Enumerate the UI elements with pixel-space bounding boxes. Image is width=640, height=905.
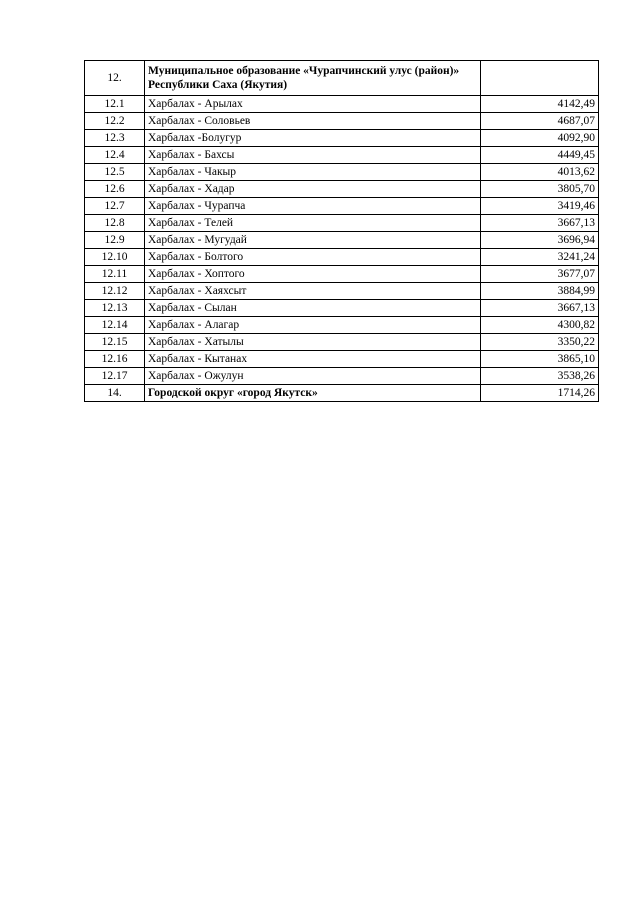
value-cell: 3419,46 [481,198,599,215]
route-name-cell: Харбалах -Болугур [145,130,481,147]
value-cell: 3350,22 [481,334,599,351]
route-name-cell: Харбалах - Арылах [145,96,481,113]
row-number-cell: 12.13 [85,300,145,317]
route-name-cell: Харбалах - Мугудай [145,232,481,249]
row-number-cell: 12.8 [85,215,145,232]
row-number-cell: 12.4 [85,147,145,164]
row-number-cell: 12.3 [85,130,145,147]
tariff-table [84,60,599,402]
value-cell: 3865,10 [481,351,599,368]
row-number-cell: 12.11 [85,266,145,283]
route-name-cell: Харбалах - Телей [145,215,481,232]
row-number-cell: 12.1 [85,96,145,113]
value-cell: 3667,13 [481,300,599,317]
value-cell: 3677,07 [481,266,599,283]
table-row [85,215,599,232]
value-cell: 1714,26 [481,385,599,402]
route-name-cell: Харбалах - Хоптого [145,266,481,283]
table-row [85,249,599,266]
value-cell: 4449,45 [481,147,599,164]
route-name-cell: Харбалах - Чурапча [145,198,481,215]
row-number-cell: 12.12 [85,283,145,300]
value-cell: 3696,94 [481,232,599,249]
municipality-name-cell: Городской округ «город Якутск» [145,385,481,402]
value-cell: 4300,82 [481,317,599,334]
table-row [85,232,599,249]
table-footer-row [85,385,599,402]
value-cell: 4687,07 [481,113,599,130]
route-name-cell: Харбалах - Хатылы [145,334,481,351]
municipality-name-cell: Муниципальное образование «Чурапчинский улус (район)» Республики Саха (Якутия) [145,61,481,96]
row-number-cell: 12.5 [85,164,145,181]
row-number-cell: 12.16 [85,351,145,368]
table-row [85,283,599,300]
table-row [85,181,599,198]
table-row [85,130,599,147]
row-number-cell: 12.9 [85,232,145,249]
table-row [85,198,599,215]
value-cell: 4013,62 [481,164,599,181]
table-row [85,266,599,283]
value-cell: 3805,70 [481,181,599,198]
value-cell: 4142,49 [481,96,599,113]
table-row [85,96,599,113]
route-name-cell: Харбалах - Хаяхсыт [145,283,481,300]
row-number-cell: 12.14 [85,317,145,334]
row-number-cell: 12.15 [85,334,145,351]
row-number-cell: 12.6 [85,181,145,198]
row-number-cell: 12.7 [85,198,145,215]
value-cell: 3538,26 [481,368,599,385]
table-row [85,368,599,385]
route-name-cell: Харбалах - Соловьев [145,113,481,130]
route-name-cell: Харбалах - Хадар [145,181,481,198]
table-row [85,113,599,130]
route-name-cell: Харбалах - Кытанах [145,351,481,368]
table-row [85,164,599,181]
table-section-header-row [85,61,599,96]
row-number-cell: 12. [85,61,145,96]
route-name-cell: Харбалах - Болтого [145,249,481,266]
route-name-cell: Харбалах - Ожулун [145,368,481,385]
tariff-table-body [85,61,599,402]
value-cell: 3667,13 [481,215,599,232]
table-row [85,334,599,351]
table-row [85,300,599,317]
route-name-cell: Харбалах - Бахсы [145,147,481,164]
route-name-cell: Харбалах - Чакыр [145,164,481,181]
route-name-cell: Харбалах - Сылан [145,300,481,317]
value-cell: 3241,24 [481,249,599,266]
row-number-cell: 12.10 [85,249,145,266]
table-row [85,317,599,334]
row-number-cell: 12.2 [85,113,145,130]
value-cell: 3884,99 [481,283,599,300]
value-cell [481,61,599,96]
value-cell: 4092,90 [481,130,599,147]
row-number-cell: 14. [85,385,145,402]
route-name-cell: Харбалах - Алагар [145,317,481,334]
table-row [85,351,599,368]
table-row [85,147,599,164]
row-number-cell: 12.17 [85,368,145,385]
